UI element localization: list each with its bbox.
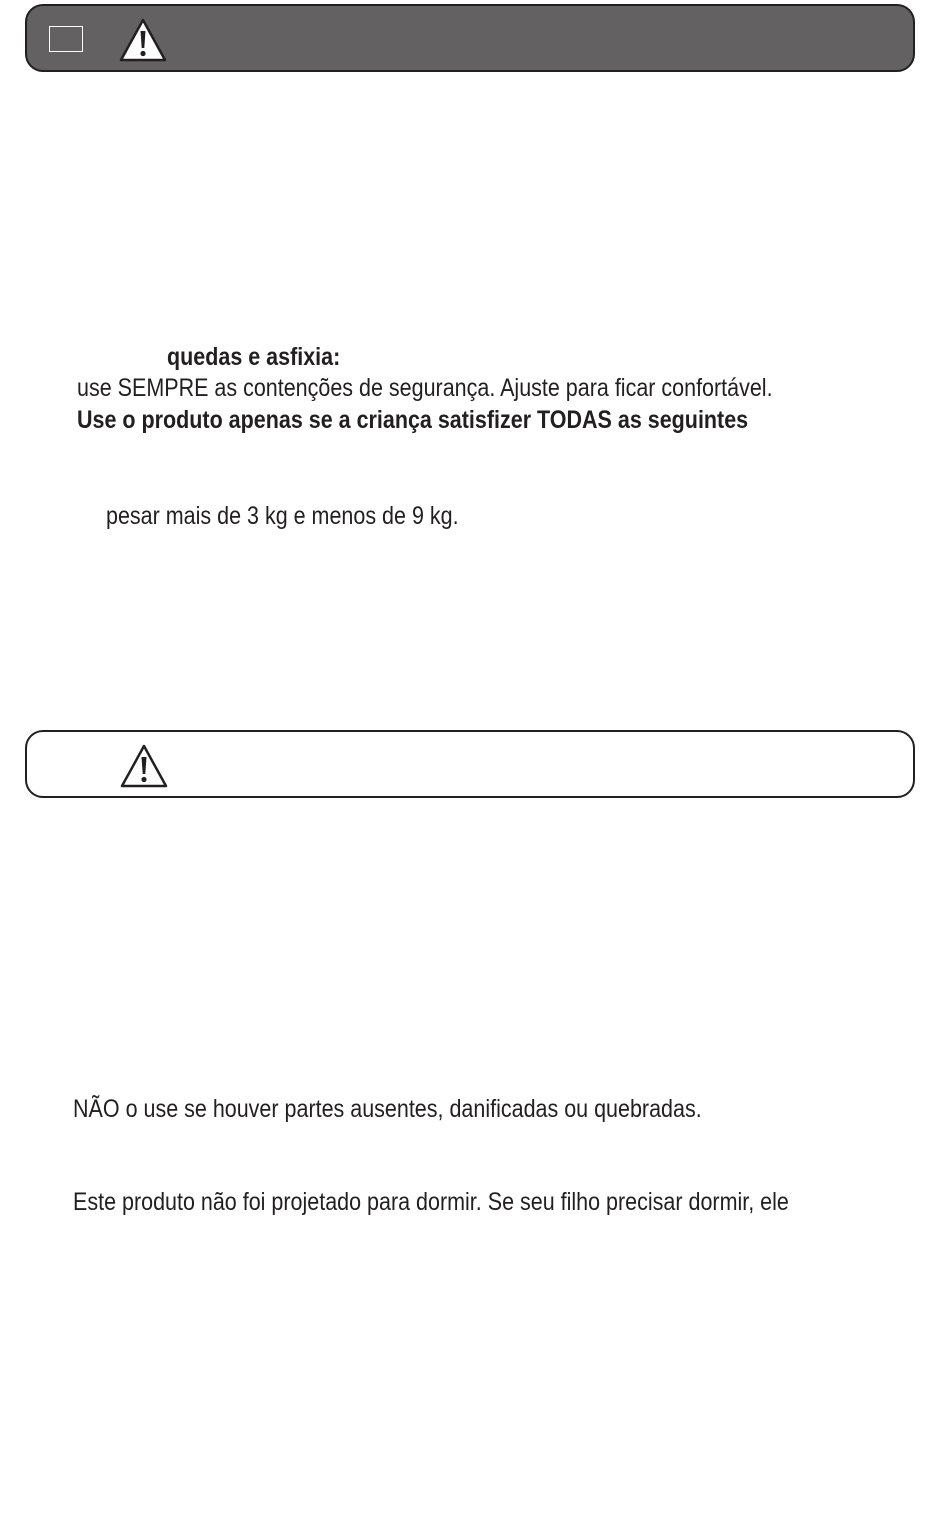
checkbox[interactable] xyxy=(49,26,83,52)
conditions-instruction: Use o produto apenas se a criança satisfizer TODAS as seguintes xyxy=(77,406,749,434)
caution-banner xyxy=(25,730,915,798)
warning-banner xyxy=(25,4,915,72)
sleep-warning: Este produto não foi projetado para dormir. Se seu filho precisar dormir, ele xyxy=(73,1188,789,1216)
hazard-heading: quedas e asfixia: xyxy=(167,343,341,371)
missing-parts-warning: NÃO o use se houver partes ausentes, danificadas ou quebradas. xyxy=(73,1095,702,1123)
warning-triangle-icon xyxy=(119,743,169,789)
warning-triangle-icon xyxy=(118,17,168,63)
restraints-instruction: use SEMPRE as contenções de segurança. Ajuste para ficar confortável. xyxy=(77,374,773,402)
weight-condition: pesar mais de 3 kg e menos de 9 kg. xyxy=(106,502,459,530)
